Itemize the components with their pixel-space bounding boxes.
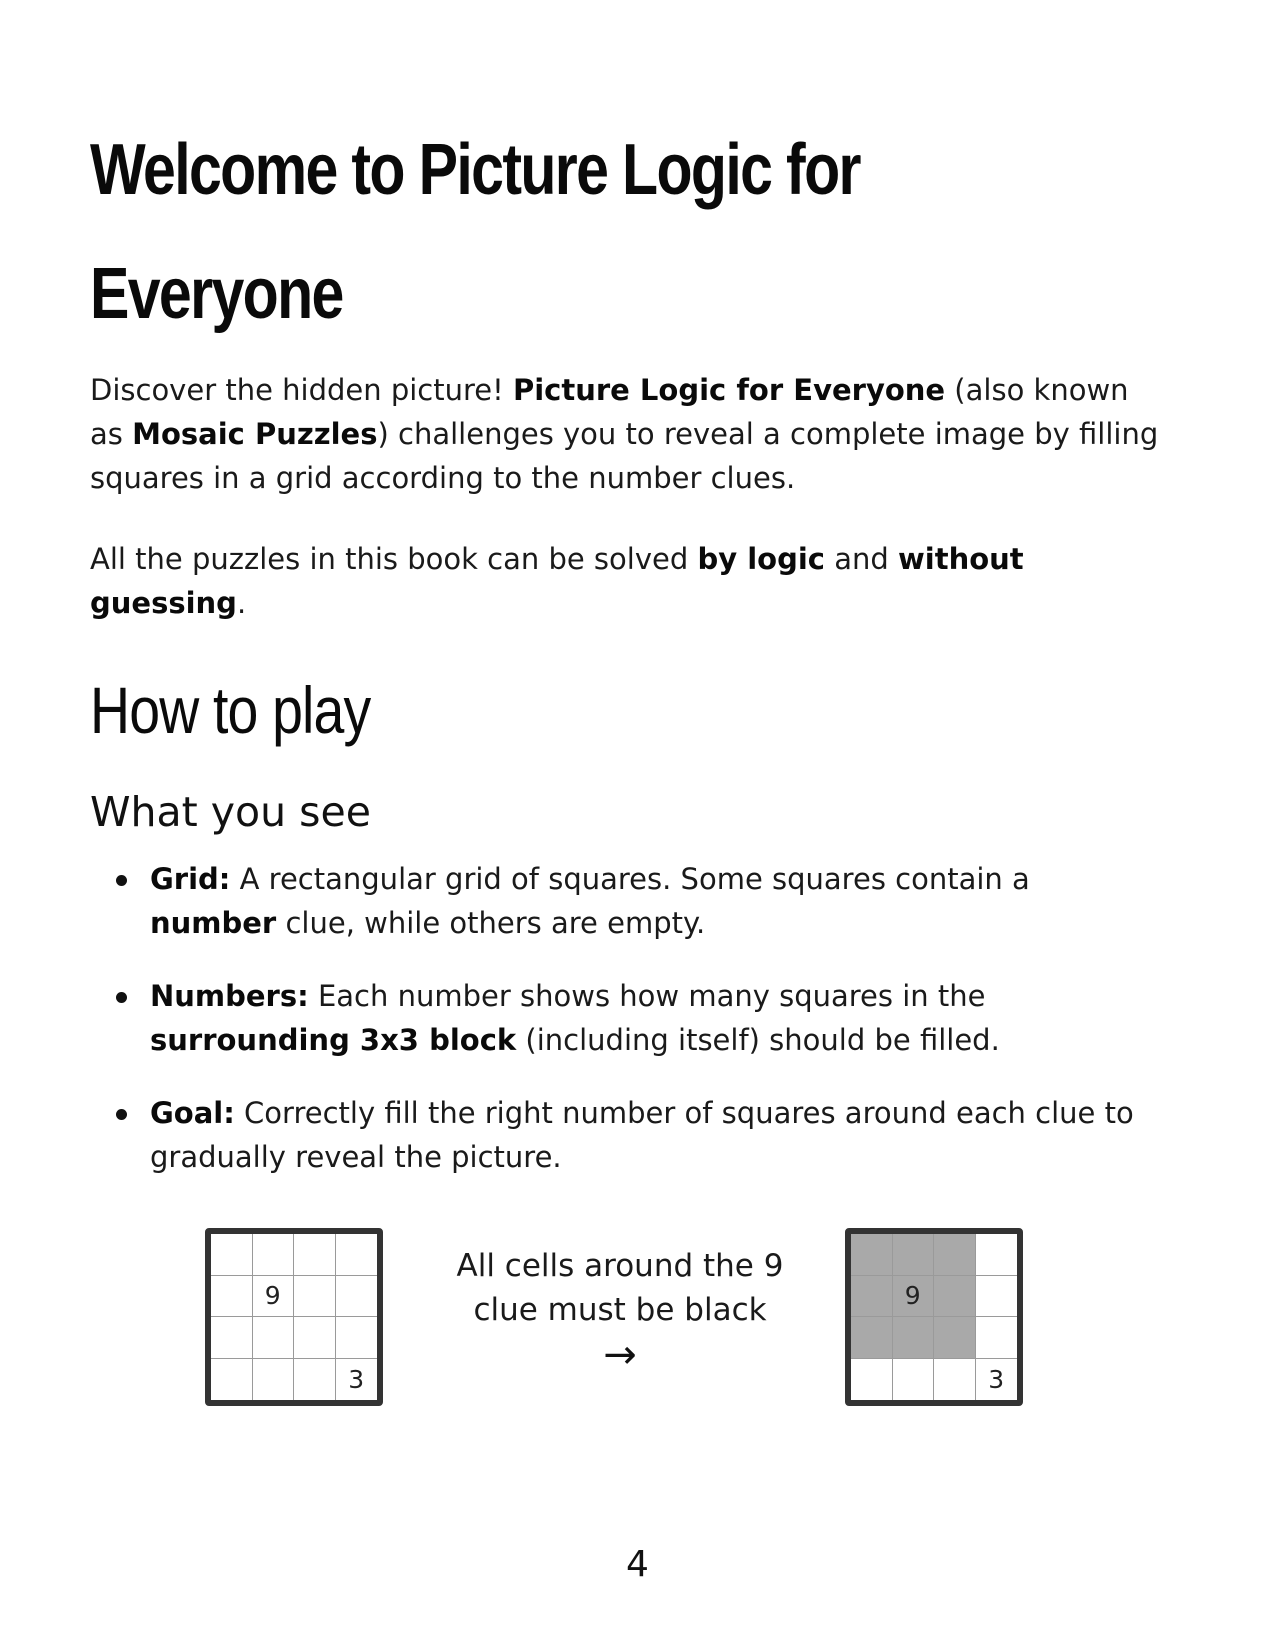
what-you-see-heading: What you see xyxy=(90,788,371,836)
grid-cell xyxy=(893,1359,935,1401)
page-title: Welcome to Picture Logic for Everyone xyxy=(90,130,860,334)
grid-cell xyxy=(336,1317,378,1359)
bullet-dot-icon xyxy=(116,992,127,1003)
intro-paragraph xyxy=(90,368,1170,500)
grid-cell xyxy=(294,1234,336,1276)
grid-cell xyxy=(851,1359,893,1401)
grid-cell xyxy=(934,1317,976,1359)
example-caption: All cells around the 9 clue must be black xyxy=(456,1248,784,1328)
grid-cell xyxy=(253,1234,295,1276)
grid-cell xyxy=(893,1317,935,1359)
intro-text: (also known as xyxy=(90,373,1129,451)
list-item-text xyxy=(150,1091,1160,1179)
logic-text: . xyxy=(236,586,247,620)
list-item-body: A rectangular grid of squares. Some squares contain a xyxy=(230,862,1030,896)
grid-cell xyxy=(253,1317,295,1359)
intro-text: ) challenges you to reveal a complete image by filling squares in a grid according to the number clues. xyxy=(90,417,1159,495)
example-grid-before xyxy=(205,1228,383,1406)
intro-emphasis: Picture Logic for Everyone xyxy=(512,373,946,407)
list-item-label: Goal: xyxy=(150,1096,235,1130)
grid-cell xyxy=(211,1234,253,1276)
page-number: 4 xyxy=(626,1544,649,1585)
list-item-label: Grid: xyxy=(150,862,231,896)
grid-cell xyxy=(934,1234,976,1276)
grid-cell xyxy=(976,1234,1018,1276)
right-arrow-icon: → xyxy=(603,1332,637,1378)
grid-cell xyxy=(934,1276,976,1318)
grid-cell xyxy=(211,1317,253,1359)
grid-cell xyxy=(934,1359,976,1401)
grid-cell-clue: 3 xyxy=(988,1364,1005,1394)
bullet-dot-icon xyxy=(116,1109,127,1120)
list-item-body: (including itself) should be filled. xyxy=(516,1023,1000,1057)
grid-cell xyxy=(976,1276,1018,1318)
list-item-body: Each number shows how many squares in the xyxy=(308,979,986,1013)
grid-cell xyxy=(893,1234,935,1276)
list-item-body: clue, while others are empty. xyxy=(276,906,706,940)
logic-emphasis: without guessing xyxy=(90,542,1024,620)
list-item-text xyxy=(150,857,1160,945)
grid-cell xyxy=(294,1317,336,1359)
intro-emphasis: Mosaic Puzzles xyxy=(132,417,378,451)
grid-cell xyxy=(253,1359,295,1401)
list-item-label: Numbers: xyxy=(150,979,309,1013)
grid-cell xyxy=(336,1234,378,1276)
grid-cell-clue: 3 xyxy=(348,1364,365,1394)
logic-paragraph xyxy=(90,537,1170,625)
example-grid-after xyxy=(845,1228,1023,1406)
logic-text: and xyxy=(824,542,898,576)
grid-cell-clue: 9 xyxy=(893,1276,935,1318)
grid-cell xyxy=(851,1276,893,1318)
bullet-dot-icon xyxy=(116,875,127,886)
grid-cell xyxy=(851,1234,893,1276)
how-to-play-heading: How to play xyxy=(90,673,371,747)
grid-cell xyxy=(211,1276,253,1318)
grid-cell xyxy=(211,1359,253,1401)
grid-cell xyxy=(976,1317,1018,1359)
list-item-emphasis: surrounding 3x3 block xyxy=(150,1023,517,1057)
grid-cell-clue: 9 xyxy=(253,1276,295,1318)
logic-emphasis: by logic xyxy=(697,542,825,576)
intro-text: Discover the hidden picture! xyxy=(90,373,513,407)
grid-cell xyxy=(336,1276,378,1318)
grid-cell xyxy=(294,1276,336,1318)
grid-cell xyxy=(851,1317,893,1359)
logic-text: All the puzzles in this book can be solved xyxy=(90,542,698,576)
grid-cell xyxy=(294,1359,336,1401)
list-item-text xyxy=(150,974,1160,1062)
list-item-body: Correctly fill the right number of squares around each clue to gradually reveal the picture. xyxy=(150,1096,1134,1174)
list-item-emphasis: number xyxy=(150,906,277,940)
